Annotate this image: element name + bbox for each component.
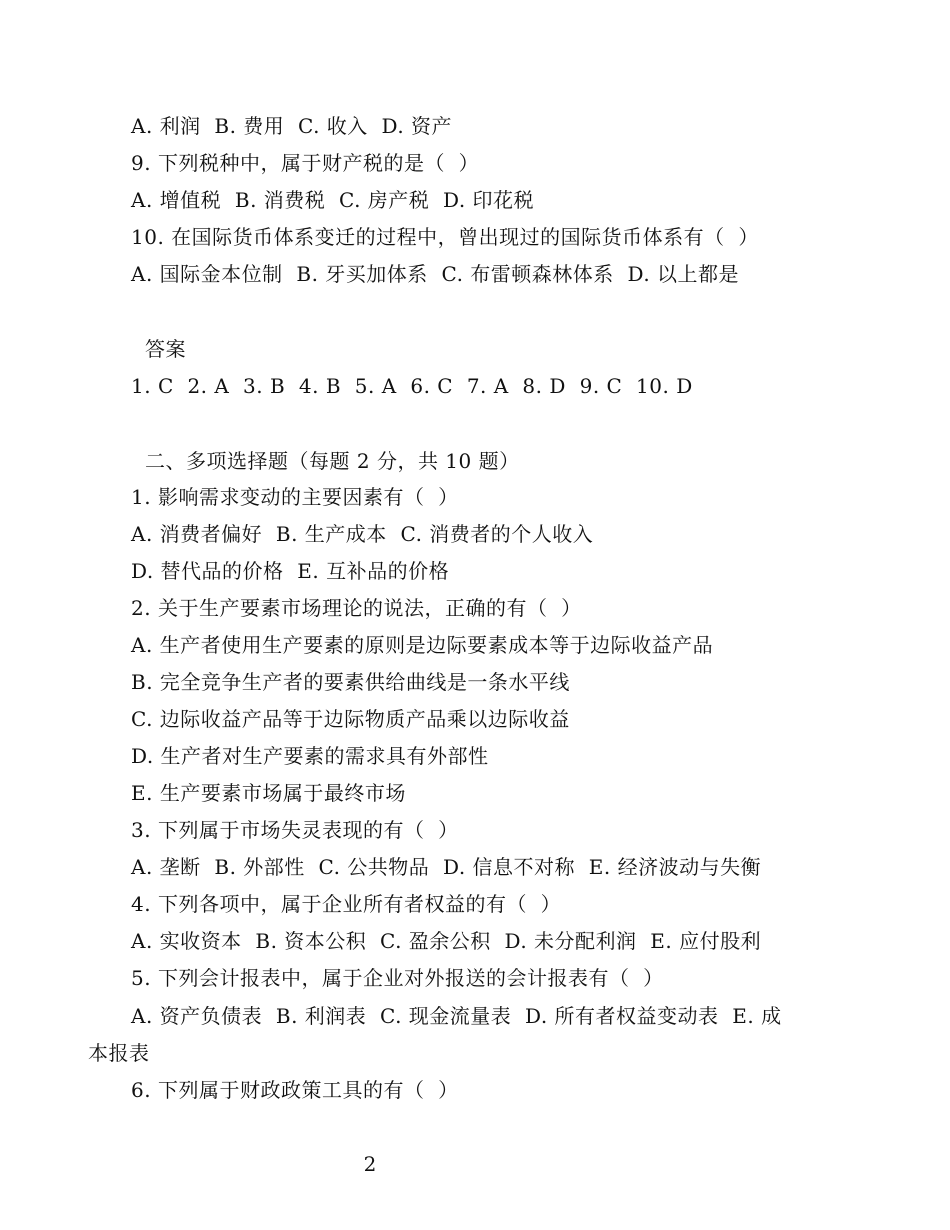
mc-question-3-options: A. 垄断 B. 外部性 C. 公共物品 D. 信息不对称 E. 经济波动与失衡 [131,855,762,879]
mc-question-5-stem: 5. 下列会计报表中，属于企业对外报送的会计报表有（ ） [131,966,664,990]
mc-question-4-stem: 4. 下列各项中，属于企业所有者权益的有（ ） [131,892,562,916]
mc-question-6-stem: 6. 下列属于财政政策工具的有（ ） [131,1078,459,1102]
mc-question-5-options: A. 资产负债表 B. 利润表 C. 现金流量表 D. 所有者权益变动表 E. 成 [131,1004,782,1028]
mc-question-2-option-c: C. 边际收益产品等于边际物质产品乘以边际收益 [131,707,570,731]
mc-question-3-stem: 3. 下列属于市场失灵表现的有（ ） [131,818,459,842]
section-heading-multiple-choice: 二、多项选择题（每题 2 分，共 10 题） [145,449,520,473]
mc-question-1-options-a-c: A. 消费者偏好 B. 生产成本 C. 消费者的个人收入 [131,522,594,546]
question-10-stem: 10. 在国际货币体系变迁的过程中，曾出现过的国际货币体系有（ ） [131,225,759,249]
mc-question-2-option-e: E. 生产要素市场属于最终市场 [131,781,406,805]
answer-heading: 答案 [145,337,186,361]
question-10-options: A. 国际金本位制 B. 牙买加体系 C. 布雷顿森林体系 D. 以上都是 [131,262,740,286]
answer-key: 1. C 2. A 3. B 4. B 5. A 6. C 7. A 8. D 9. C 10. D [131,374,693,398]
question-9-stem: 9. 下列税种中，属于财产税的是（ ） [131,151,480,175]
mc-question-1-options-d-e: D. 替代品的价格 E. 互补品的价格 [131,559,450,583]
question-9-options: A. 增值税 B. 消费税 C. 房产税 D. 印花税 [131,188,535,212]
mc-question-1-stem: 1. 影响需求变动的主要因素有（ ） [131,485,459,509]
mc-question-2-option-b: B. 完全竞争生产者的要素供给曲线是一条水平线 [131,670,570,694]
mc-question-2-option-a: A. 生产者使用生产要素的原则是边际要素成本等于边际收益产品 [131,633,714,657]
mc-question-2-option-d: D. 生产者对生产要素的需求具有外部性 [131,744,489,768]
mc-question-5-options-continued: 本报表 [88,1041,150,1065]
page-number: 2 [363,1152,377,1176]
mc-question-4-options: A. 实收资本 B. 资本公积 C. 盈余公积 D. 未分配利润 E. 应付股利 [131,929,762,953]
mc-question-2-stem: 2. 关于生产要素市场理论的说法，正确的有（ ） [131,596,582,620]
question-8-options: A. 利润 B. 费用 C. 收入 D. 资产 [131,114,453,138]
